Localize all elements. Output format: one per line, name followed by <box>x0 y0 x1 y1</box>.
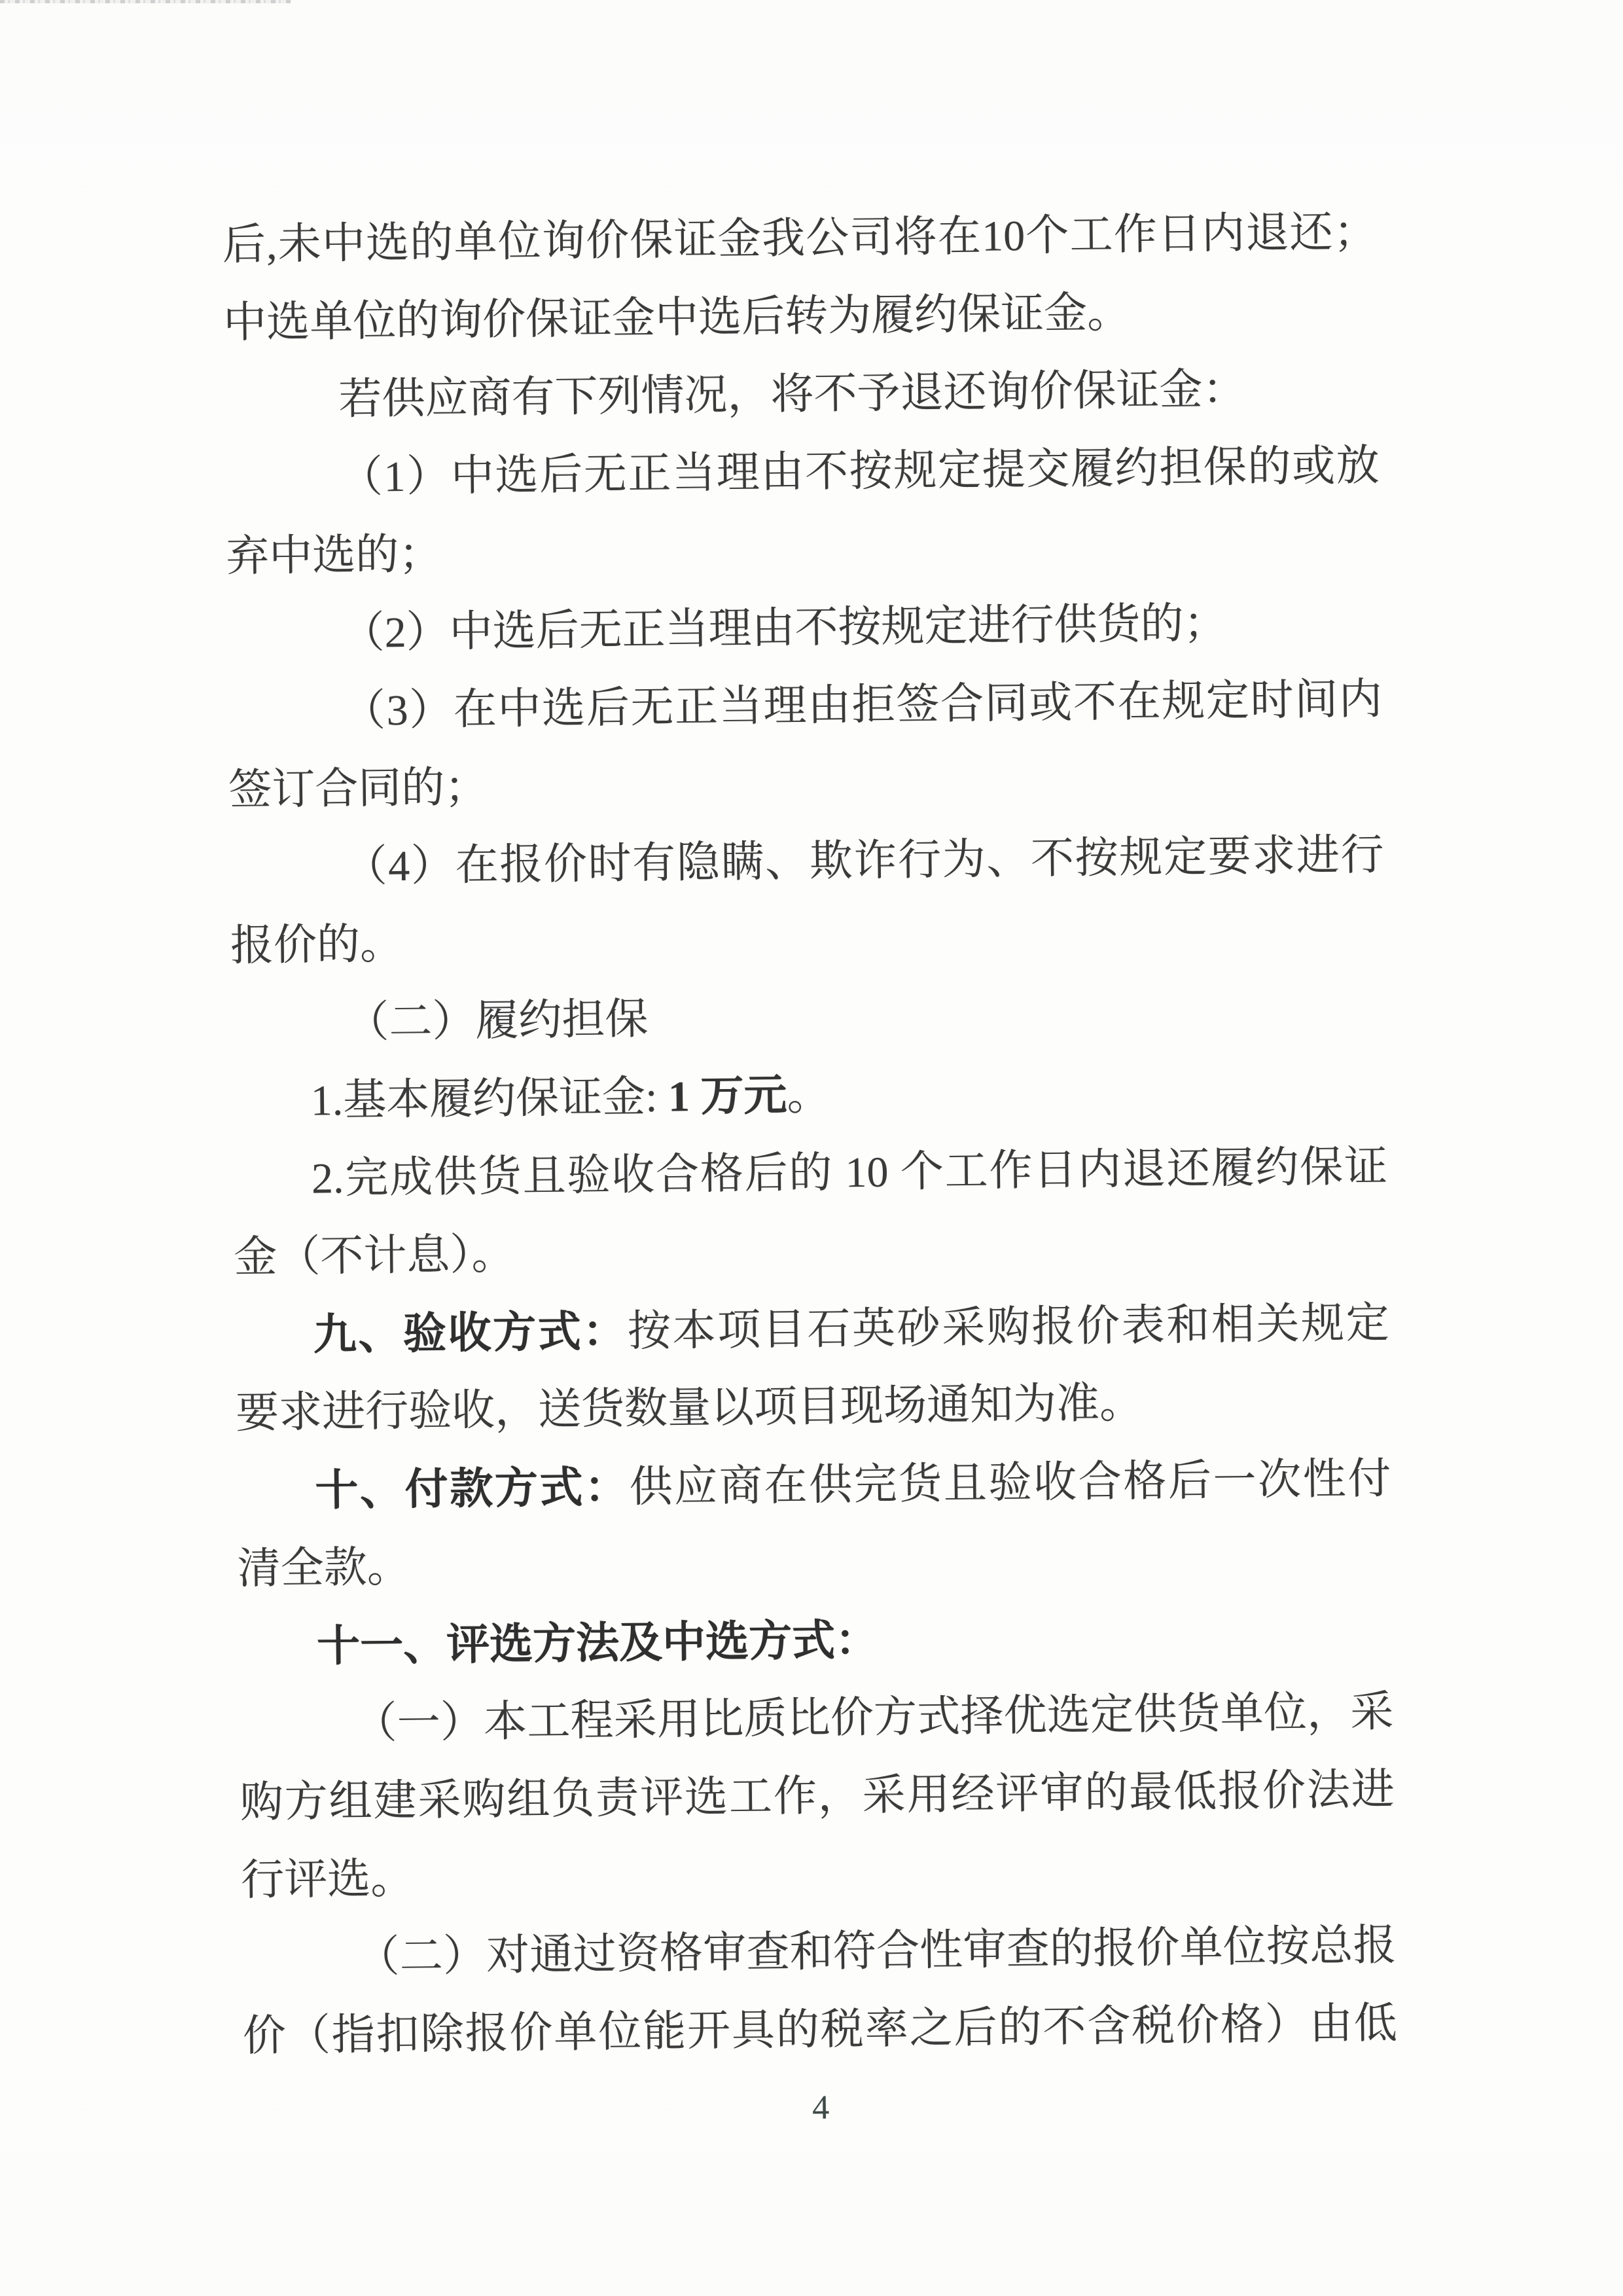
text-segment: 按本项目石英砂采购报价表和相关规定 <box>627 1299 1390 1356</box>
text-line <box>240 1751 1395 1842</box>
text-segment: 。 <box>787 1071 830 1120</box>
text-line <box>234 1283 1389 1374</box>
page-number: 4 <box>812 2089 830 2127</box>
text-segment: （二）对通过资格审查和符合性审查的报价单位按总报 <box>356 1921 1397 1981</box>
text-line <box>224 427 1380 518</box>
text-line <box>222 193 1377 284</box>
text-line <box>241 1829 1396 1920</box>
text-segment: （一）本工程采用比质比价方式择优选定供货单位，采 <box>353 1687 1394 1748</box>
text-line <box>237 1517 1392 1608</box>
text-line <box>239 1673 1394 1764</box>
text-line <box>234 1206 1389 1297</box>
text-segment: （4）在报价时有隐瞒、欺诈行为、不按规定要求进行 <box>344 831 1384 891</box>
text-segment: 要求进行验收，送货数量以项目现场通知为准。 <box>235 1379 1143 1437</box>
text-segment-bold: 十、付款方式： <box>315 1462 630 1515</box>
text-segment-bold: 十一、评选方法及中选方式： <box>316 1615 879 1670</box>
text-segment: 清全款。 <box>237 1543 411 1593</box>
text-line <box>230 894 1385 985</box>
text-segment: （2）中选后无正当理由不按规定进行供货的； <box>341 599 1227 658</box>
text-line <box>226 505 1381 596</box>
text-lines <box>222 193 1397 2075</box>
text-segment: 1.基本履约保证金: <box>310 1073 669 1125</box>
text-segment: 中选单位的询价保证金中选后转为履约保证金。 <box>223 289 1131 348</box>
text-segment: 若供应商有下列情况，将不予退还询价保证金： <box>338 365 1246 424</box>
text-line <box>242 1984 1397 2075</box>
text-line <box>232 1128 1387 1219</box>
text-segment-bold: 九、验收方式： <box>313 1306 628 1359</box>
text-line <box>232 1050 1387 1141</box>
text-block <box>222 193 1399 2153</box>
text-line <box>226 583 1382 673</box>
text-line <box>231 972 1386 1063</box>
text-line <box>228 738 1383 829</box>
text-segment-bold: 1 万元 <box>668 1071 787 1121</box>
text-segment: （1）中选后无正当理由不按规定提交履约担保的或放 <box>339 442 1380 502</box>
text-segment: 行评选。 <box>240 1854 414 1905</box>
text-segment: （二）履约担保 <box>345 995 649 1047</box>
text-line <box>223 271 1378 362</box>
text-segment: 供应商在供完货且验收合格后一次性付 <box>629 1454 1391 1512</box>
text-segment: 后,未中选的单位询价保证金我公司将在10个工作日内退还； <box>222 208 1378 270</box>
text-line <box>227 660 1382 751</box>
text-segment: 金（不计息）。 <box>233 1230 515 1282</box>
text-line <box>241 1907 1397 1998</box>
text-segment: 购方组建采购组负责评选工作，采用经评审的最低报价法进 <box>240 1765 1395 1827</box>
text-segment: 签订合同的； <box>228 763 488 815</box>
text-line <box>238 1595 1393 1686</box>
text-line <box>236 1439 1391 1530</box>
text-line <box>224 349 1379 440</box>
text-segment: 2.完成供货且验收合格后的 10 个工作日内退还履约保证 <box>311 1142 1388 1203</box>
text-line <box>235 1361 1390 1452</box>
text-segment: 报价的。 <box>230 920 404 971</box>
text-line <box>229 816 1384 907</box>
text-segment: （3）在中选后无正当理由拒签合同或不在规定时间内 <box>342 675 1383 736</box>
text-segment: 价（指扣除报价单位能开具的税率之后的不含税价格）由低 <box>242 1999 1398 2060</box>
text-segment: 弃中选的； <box>225 530 442 581</box>
scanner-edge-artifact <box>0 0 291 3</box>
